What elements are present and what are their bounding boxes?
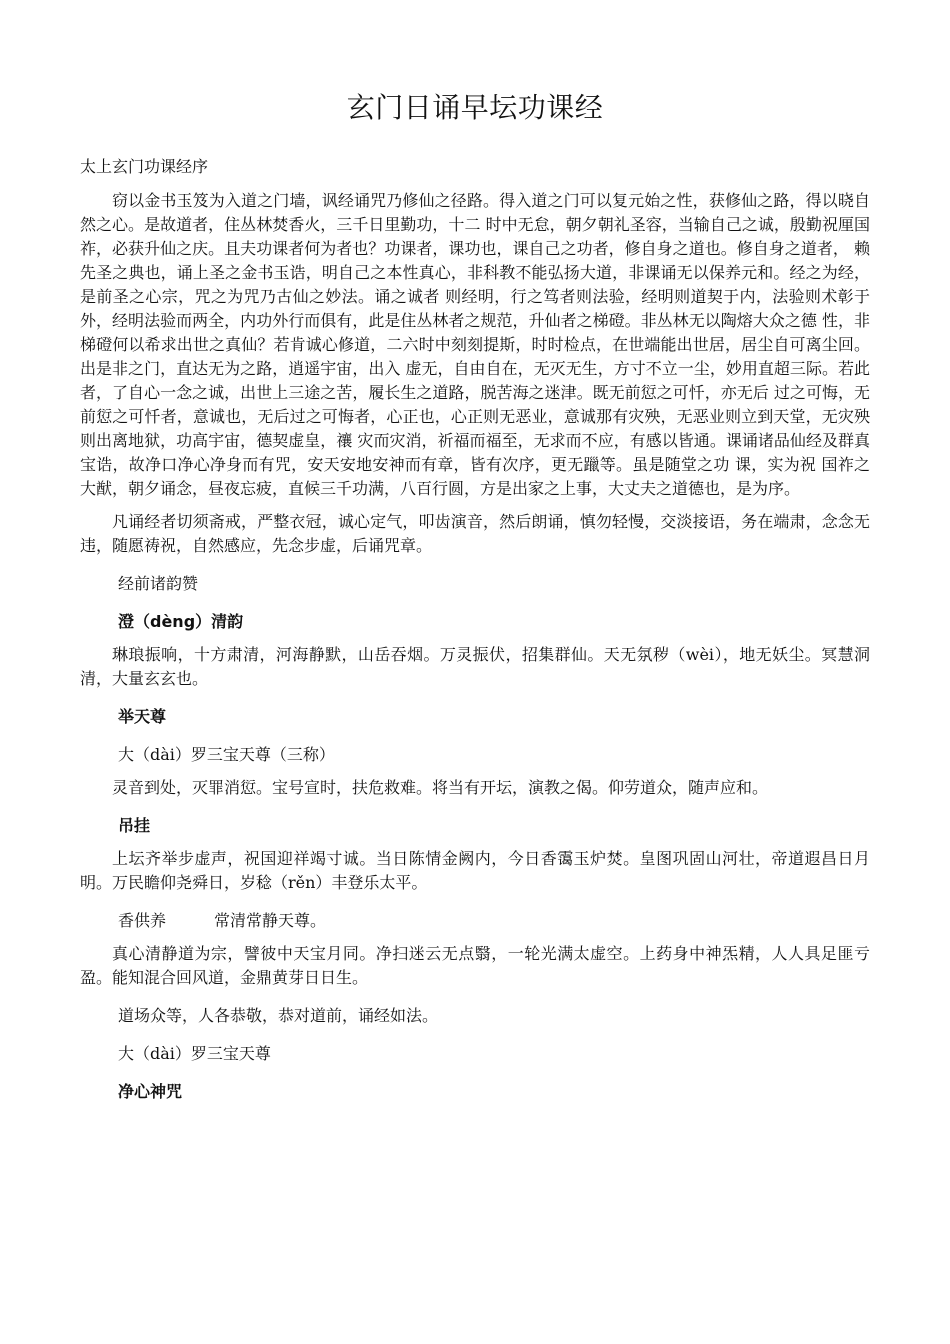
section-heading: 举天尊 xyxy=(118,707,167,726)
invocation-line: 大（dài）罗三宝天尊（三称） xyxy=(118,745,335,764)
verse-paragraph: 琳琅振响，十方肃清，河海静默，山岳吞烟。万灵振伏，招集群仙。天无氛秽（wèi），地无妖尘。冥慧洞清，大量玄玄也。 xyxy=(80,645,870,688)
incense-offering-line xyxy=(80,909,870,933)
invocation-line: 道场众等，人各恭敬，恭对道前，诵经如法。 xyxy=(118,1006,439,1025)
document-title: 玄门日诵早坛功课经 xyxy=(346,91,604,124)
verse-paragraph: 真心清静道为宗，譬彼中天宝月同。净扫迷云无点翳，一轮光满太虚空。上药身中神炁精，人人具足匪亏盈。能知混合回风道，金鼎黄芽日日生。 xyxy=(80,944,870,987)
verse-paragraph: 上坛齐举步虚声，祝国迎祥竭寸诚。当日陈情金阙内，今日香霭玉炉焚。皇图巩固山河壮，帝道遐昌日月明。万民瞻仰尧舜日，岁稔（rěn）丰登乐太平。 xyxy=(80,849,870,892)
preface-paragraph: 窃以金书玉笈为入道之门墙，讽经诵咒乃修仙之径路。得入道之门可以复元始之性，获修仙之路，得以晓自然之心。是故道者，住丛林焚香火，三千日里勤功，十二 时中无怠，朝夕朝礼圣容，当输自己之诚，殷勤祝厘国祚，必获升仙之庆。且夫功课者何为者也？功课者，课功也，课自己之功者，修自身之道也。修自身之道者， 赖先圣之典也，诵上圣之金书玉诰，明自己之本性真心，非科教不能弘扬大道，非课诵无以保养元和。经之为经，是前圣之心宗，咒之为咒乃古仙之妙法。诵之诚者 则经明，行之笃者则法验，经明则道契于内，法验则术彰于外，经明法验而两全，内功外行而俱有，此是住丛林者之规范，升仙者之梯磴。非丛林无以陶熔大众之德 性，非梯磴何以希求出世之真仙？若肯诚心修道，二六时中刻刻提斯，时时检点，在世端能出世居，居尘自可离尘回。出是非之门，直达无为之路，逍遥宇宙，出入 虚无，自由自在，无灭无生，方寸不立一尘，妙用直超三际。若此者，了自心一念之诚，出世上三途之苦，履长生之道路，脱苦海之迷津。既无前愆之可忏，亦无后 过之可悔，无前愆之可忏者，意诚也，无后过之可悔者，心正也，心正则无恶业，意诚那有灾殃，无恶业则立到天堂，无灾殃则出离地狱，功高宇宙，德契虚皇，禳 灾而灾消，祈福而福至，无求而不应，有感以皆通。课诵诸品仙经及群真宝诰，故净口净心净身而有咒，安天安地安神而有章，皆有次序，更无躐等。虽是随堂之功 课，实为祝 国祚之大猷，朝夕诵念，昼夜忘疲，直候三千功满，八百行圆，方是出家之上事，大丈夫之道德也，是为序。 xyxy=(80,191,870,498)
preface-paragraph: 凡诵经者切须斋戒，严整衣冠，诚心定气，叩齿演音，然后朗诵，慎勿轻慢，交淡接语，务在端肃，念念无违，随愿祷祝，自然感应，先念步虚，后诵咒章。 xyxy=(80,512,870,555)
document-page xyxy=(80,0,870,1104)
preface-title: 太上玄门功课经序 xyxy=(80,157,209,176)
section-label: 经前诸韵赞 xyxy=(118,574,199,593)
section-heading: 澄（dèng）清韵 xyxy=(118,612,244,631)
verse-paragraph: 灵音到处，灭罪消愆。宝号宣时，扶危救难。将当有开坛，演教之偈。仰劳道众，随声应和。 xyxy=(112,778,769,797)
section-heading: 净心神咒 xyxy=(118,1082,183,1101)
section-heading: 吊挂 xyxy=(118,816,151,835)
invocation-line: 大（dài）罗三宝天尊 xyxy=(118,1044,271,1063)
incense-offering-response: 常清常静天尊。 xyxy=(214,911,327,930)
incense-offering-label: 香供养 xyxy=(118,911,167,930)
